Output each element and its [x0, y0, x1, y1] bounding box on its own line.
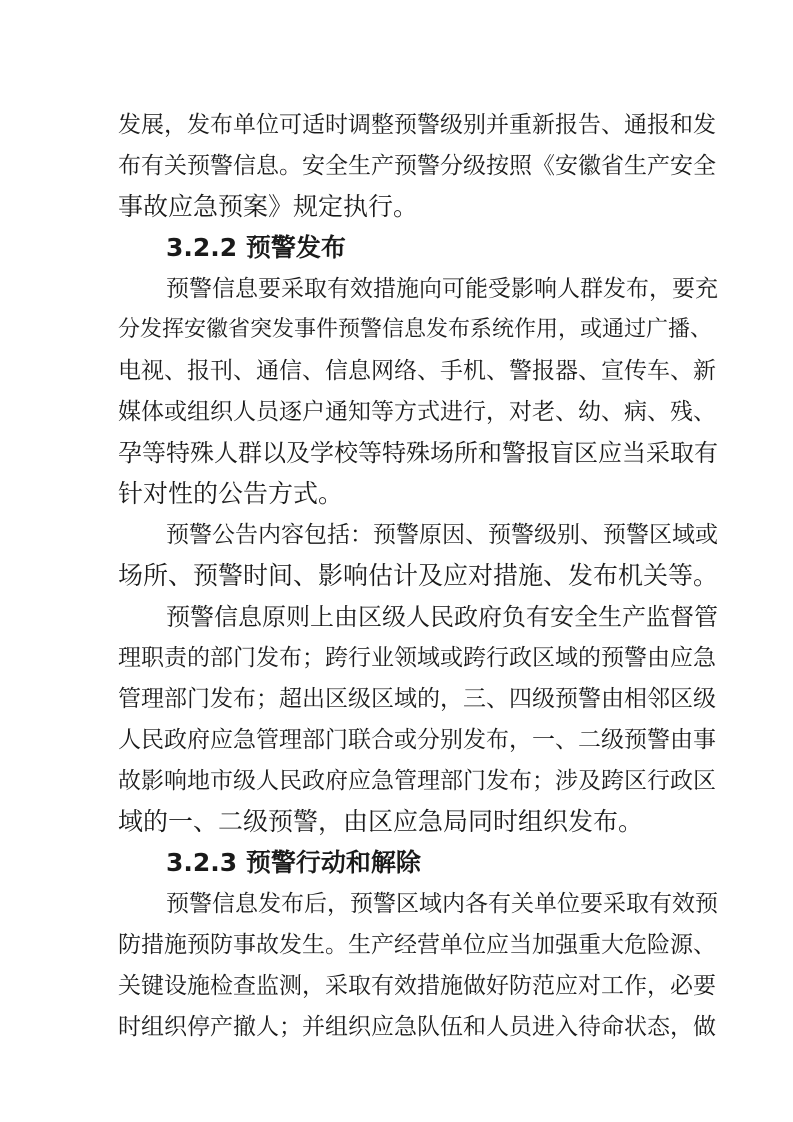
paragraph-line: 域的一、二级预警，由区应急局同时组织发布。: [118, 807, 644, 836]
paragraph-line: 媒体或组织人员逐户通知等方式进行，对老、幼、病、残、: [118, 399, 716, 425]
paragraph-line: 场所、预警时间、影响估计及应对措施、发布机关等。: [118, 561, 719, 590]
paragraph-line: 关键设施检查监测，采取有效措施做好防范应对工作，必要: [118, 973, 716, 999]
paragraph-line: 人民政府应急管理部门联合或分别发布，一、二级预警由事: [118, 727, 716, 753]
paragraph-line: 预警信息要采取有效措施向可能受影响人群发布，要充: [166, 276, 718, 302]
paragraph-line: 分发挥安徽省突发事件预警信息发布系统作用，或通过广播、: [118, 317, 713, 342]
paragraph-line: 布有关预警信息。安全生产预警分级按照《安徽省生产安全: [118, 153, 716, 179]
paragraph-line: 预警信息原则上由区级人民政府负有安全生产监督管: [166, 603, 718, 631]
paragraph-line: 孕等特殊人群以及学校等特殊场所和警报盲区应当采取有: [118, 439, 718, 467]
paragraph-line: 理职责的部门发布；跨行业领域或跨行政区域的预警由应急: [118, 645, 716, 671]
paragraph-line: 发展，发布单位可适时调整预警级别并重新报告、通报和发: [118, 112, 716, 138]
paragraph-line: 时组织停产撤人；并组织应急队伍和人员进入待命状态，做: [118, 1014, 716, 1040]
paragraph-line: 针对性的公告方式。: [118, 479, 344, 508]
section-heading-3-2-3: 3.2.3 预警行动和解除: [166, 848, 421, 877]
section-heading-3-2-2: 3.2.2 预警发布: [166, 233, 346, 262]
paragraph-line: 故影响地市级人民政府应急管理部门发布；涉及跨区行政区: [118, 768, 716, 794]
paragraph-line: 预警公告内容包括：预警原因、预警级别、预警区域或: [166, 522, 718, 548]
paragraph-line: 预警信息发布后，预警区域内各有关单位要采取有效预: [166, 891, 718, 917]
paragraph-line: 防措施预防事故发生。生产经营单位应当加强重大危险源、: [118, 932, 716, 958]
paragraph-line: 事故应急预案》规定执行。: [118, 192, 419, 221]
paragraph-line: 电视、报刊、通信、信息网络、手机、警报器、宣传车、新: [118, 358, 716, 384]
paragraph-line: 管理部门发布；超出区级区域的，三、四级预警由相邻区级: [118, 686, 716, 712]
